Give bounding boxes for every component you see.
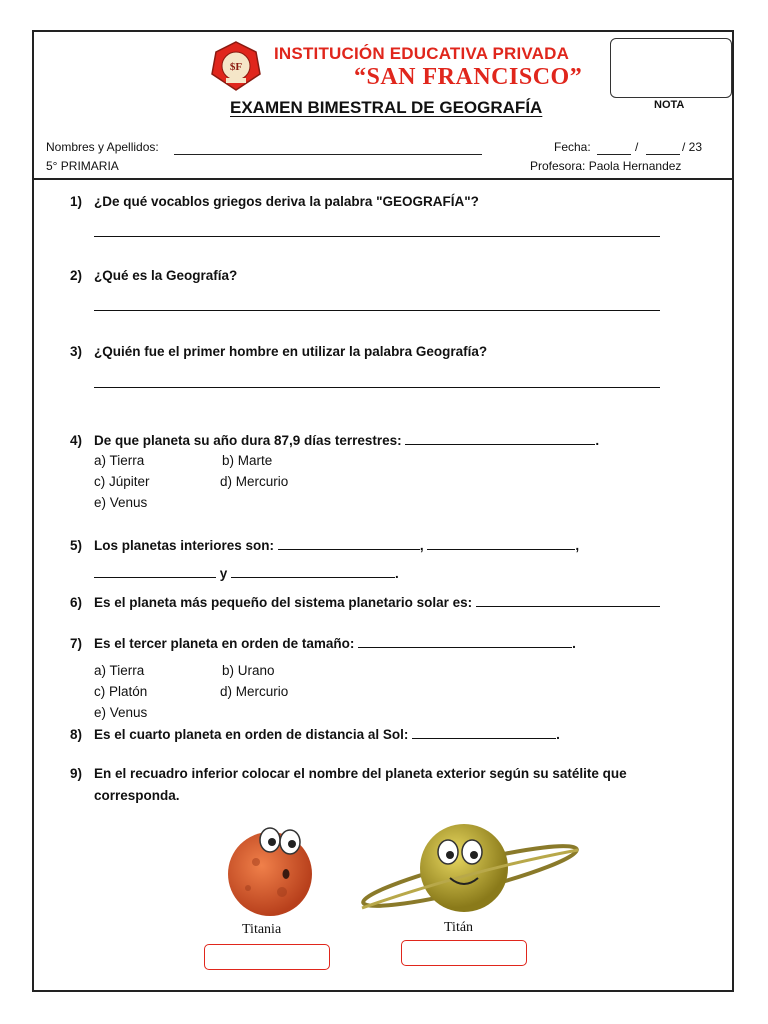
- question-5: 5) Los planetas interiores son: , ,: [70, 538, 580, 553]
- answer-line-3[interactable]: [94, 387, 660, 388]
- option-7d[interactable]: d) Mercurio: [220, 684, 289, 699]
- exam-header: [34, 32, 732, 180]
- satellite-label-titania: Titania: [242, 922, 282, 937]
- answer-blank-5a[interactable]: [278, 537, 420, 550]
- date-separator: /: [635, 140, 639, 154]
- names-field[interactable]: [174, 154, 482, 155]
- answer-blank-8[interactable]: [412, 726, 556, 739]
- planet-titan-illustration: [360, 810, 580, 926]
- answer-blank-5b[interactable]: [427, 537, 575, 550]
- nota-box[interactable]: [610, 38, 732, 98]
- question-3: 3) ¿Quién fue el primer hombre en utilizar la palabra Geografía?: [70, 344, 488, 359]
- school-name-line1: INSTITUCIÓN EDUCATIVA PRIVADA: [274, 44, 570, 63]
- grade-label: 5° PRIMARIA: [46, 159, 119, 173]
- exam-sheet: [32, 30, 734, 992]
- question-2: 2) ¿Qué es la Geografía?: [70, 268, 238, 283]
- mouth: [283, 869, 290, 879]
- answer-box-titan[interactable]: [401, 940, 527, 966]
- question-9-line2: corresponda.: [94, 788, 180, 803]
- option-4b[interactable]: b) Marte: [222, 453, 273, 468]
- option-7a[interactable]: a) Tierra: [94, 663, 145, 678]
- question-1: 1) ¿De qué vocablos griegos deriva la palabra "GEOGRAFÍA"?: [70, 194, 479, 209]
- question-8: 8) Es el cuarto planeta en orden de distancia al Sol: .: [70, 727, 560, 742]
- answer-blank-6[interactable]: [476, 594, 660, 607]
- answer-blank-5d[interactable]: [231, 565, 395, 578]
- question-7: 7) Es el tercer planeta en orden de tamaño: .: [70, 636, 576, 651]
- date-label: Fecha:: [554, 140, 591, 154]
- option-4a[interactable]: a) Tierra: [94, 453, 145, 468]
- answer-box-titania[interactable]: [204, 944, 330, 970]
- option-4d[interactable]: d) Mercurio: [220, 474, 289, 489]
- option-7b[interactable]: b) Urano: [222, 663, 275, 678]
- question-5-line2: y .: [70, 565, 399, 581]
- satellite-label-titan: Titán: [444, 920, 474, 935]
- svg-text:$F: $F: [229, 61, 243, 73]
- school-crest-icon: [210, 40, 262, 92]
- option-4e[interactable]: e) Venus: [94, 495, 148, 510]
- question-9: 9) En el recuadro inferior colocar el nombre del planeta exterior según su satélite que: [70, 766, 627, 781]
- school-name-line2: “SAN FRANCISCO”: [354, 64, 583, 90]
- nota-label: NOTA: [654, 99, 685, 111]
- answer-blank-4[interactable]: [405, 432, 595, 445]
- question-6: 6) Es el planeta más pequeño del sistema planetario solar es:: [70, 594, 660, 610]
- option-7e[interactable]: e) Venus: [94, 705, 148, 720]
- answer-blank-7[interactable]: [358, 635, 572, 648]
- date-year: / 23: [682, 140, 703, 154]
- date-month-field[interactable]: [646, 154, 680, 155]
- option-4c[interactable]: c) Júpiter: [94, 474, 150, 489]
- planet-titania-illustration: [220, 822, 320, 918]
- exam-title: EXAMEN BIMESTRAL DE GEOGRAFÍA: [230, 98, 543, 117]
- option-7c[interactable]: c) Platón: [94, 684, 148, 699]
- answer-blank-5c[interactable]: [94, 565, 216, 578]
- names-label: Nombres y Apellidos:: [46, 140, 159, 154]
- question-4: 4) De que planeta su año dura 87,9 días terrestres: .: [70, 433, 600, 448]
- answer-line-1[interactable]: [94, 236, 660, 237]
- date-day-field[interactable]: [597, 154, 631, 155]
- answer-line-2[interactable]: [94, 310, 660, 311]
- teacher-label: Profesora: Paola Hernandez: [530, 159, 682, 173]
